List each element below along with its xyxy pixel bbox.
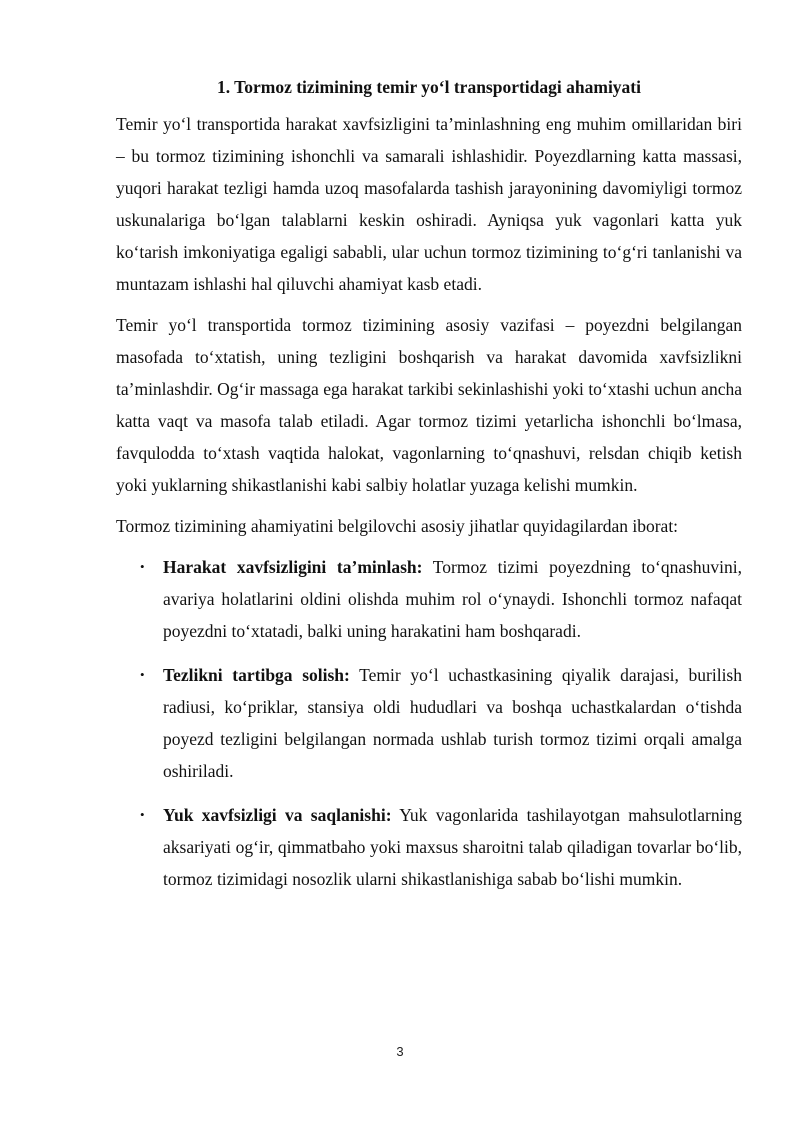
list-item-cargo — [116, 799, 742, 895]
list-item-term: Harakat xavfsizligini ta’minlash: — [163, 557, 423, 577]
bullet-icon: • — [140, 807, 145, 822]
paragraph-main-function: Temir yo‘l transportida tormoz tizimining asosiy vazifasi – poyezdni belgilangan masofada to‘xtatish, uning tezligini boshqarish va harakat davomida xavfsizlikni ta’minlashdir. Og‘ir massaga ega harakat tarkibi sekinlashishi yoki to‘xtashi uchun ancha katta vaqt va masofa talab etiladi. Agar tormoz tizimi yetarlicha ishonchli bo‘lmasa, favqulodda to‘xtash vaqtida halokat, vagonlarning to‘qnashuvi, relsdan chiqib ketish yoki yuklarning shikastlanishi kabi salbiy holatlar yuzaga kelishi mumkin. — [116, 315, 742, 495]
bullet-icon: • — [140, 667, 145, 682]
list-item-safety — [116, 551, 742, 647]
aspects-list — [116, 551, 742, 895]
list-item-term: Tezlikni tartibga solish: — [163, 665, 350, 685]
paragraph-intro: Temir yo‘l transportida harakat xavfsizligini ta’minlashning eng muhim omillaridan biri – bu tormoz tizimining ishonchli va samarali ishlashidir. Poyezdlarning katta massasi, yuqori harakat tezligi hamda uzoq masofalarda tashish jarayonining davomiyligi tormoz uskunalariga bo‘lgan talablarni keskin oshiradi. Ayniqsa yuk vagonlari katta yuk ko‘tarish imkoniyatiga egaligi sababli, ular uchun tormoz tizimining to‘g‘ri tanlanishi va muntazam ishlashi hal qiluvchi ahamiyat kasb etadi. — [116, 114, 742, 294]
list-item-text: Temir yo‘l uchastkasining qiyalik darajasi, burilish radiusi, ko‘priklar, stansiya oldi hududlari va boshqa uchastkalardan o‘tishda poyezd tezligini belgilangan normada ushlab turish tormoz tizimi orqali amalga oshiriladi. — [163, 665, 742, 781]
section-heading: 1. Tormoz tizimining temir yo‘l transportidagi ahamiyati — [216, 77, 642, 97]
list-item-text: Tormoz tizimi poyezdning to‘qnashuvini, avariya holatlarini oldini olishda muhim rol o‘ynaydi. Ishonchli tormoz nafaqat poyezdni to‘xtatadi, balki uning harakatini ham boshqaradi. — [163, 557, 742, 641]
list-item-speed — [116, 659, 742, 787]
list-item-term: Yuk xavfsizligi va saqlanishi: — [163, 805, 392, 825]
list-item-text: Yuk vagonlarida tashilayotgan mahsulotlarning aksariyati og‘ir, qimmatbaho yoki maxsus sharoitni talab qiladigan tovarlar bo‘lib, tormoz tizimidagi nosozlik ularni shikastlanishiga sabab bo‘lishi mumkin. — [163, 805, 742, 889]
page-number: 3 — [396, 1044, 404, 1059]
page-content — [116, 72, 742, 907]
bullet-icon: • — [140, 559, 145, 574]
paragraph-list-lead: Tormoz tizimining ahamiyatini belgilovchi asosiy jihatlar quyidagilardan iborat: — [116, 516, 679, 536]
